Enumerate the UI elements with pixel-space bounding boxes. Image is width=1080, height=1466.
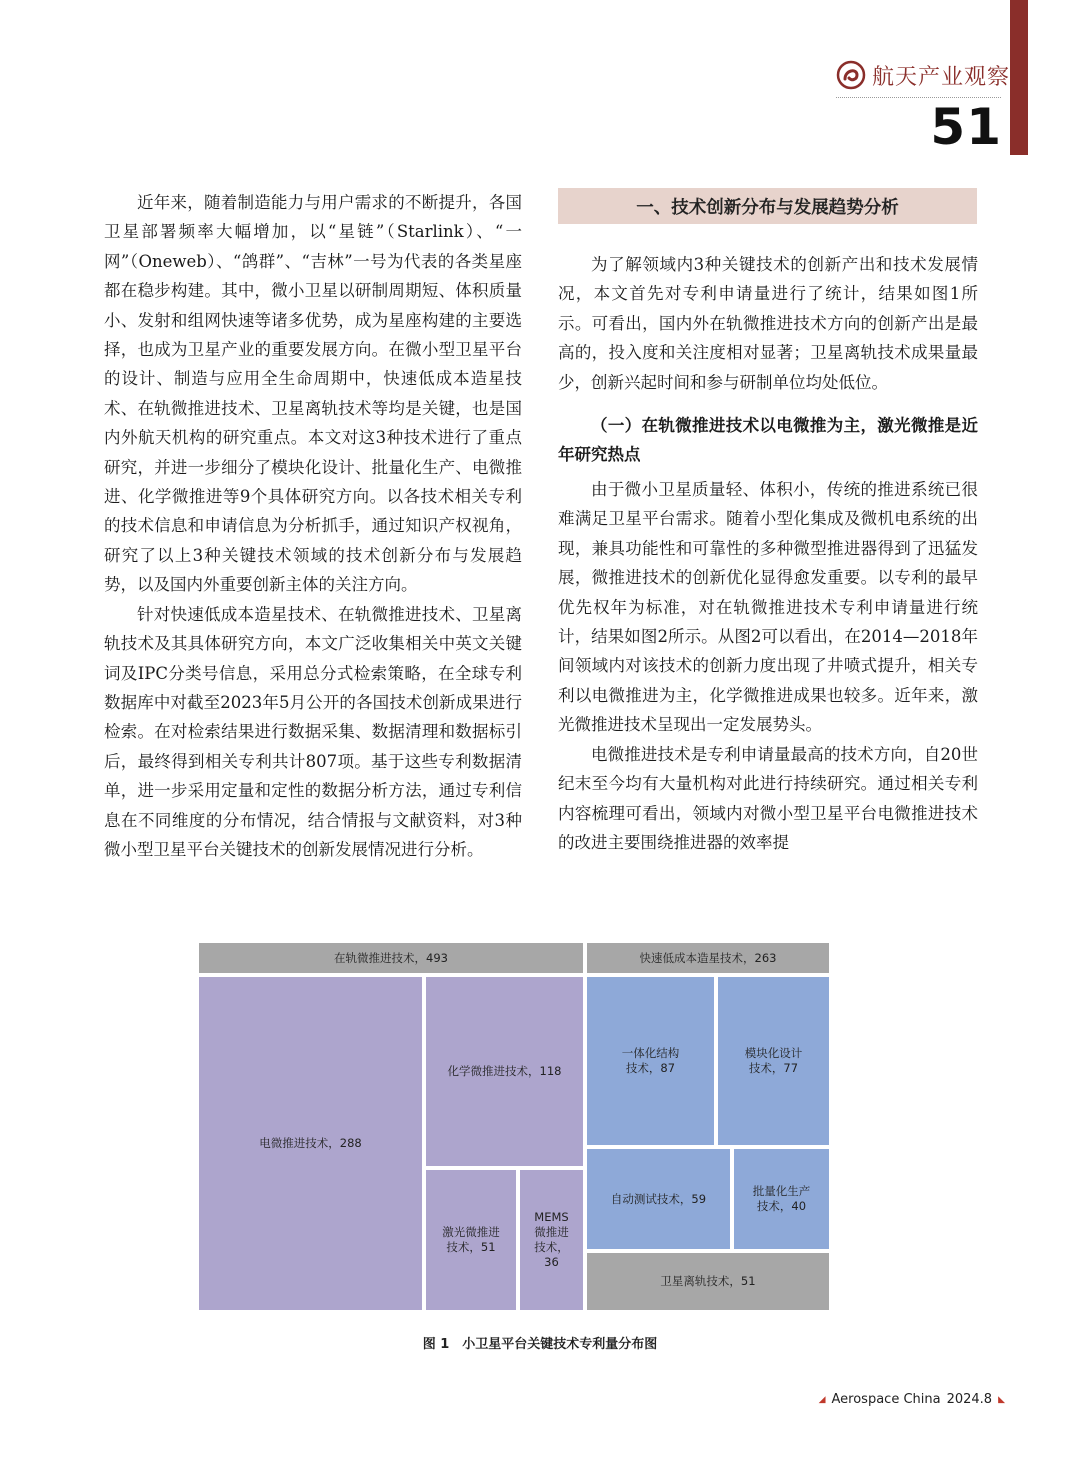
body-paragraph: 近年来，随着制造能力与用户需求的不断提升，各国卫星部署频率大幅增加，以“星链”（Starlink）、“一网”（Oneweb）、“鸽群”、“吉林”一号为代表的各类星座都在稳步构建。其中，微小卫星以研制周期短、体积质量小、发射和组网快速等诸多优势，成为星座构建的主要选择，也成为卫星产业的重要发展方向。在微小型卫星平台的设计、制造与应用全生命周期中，快速低成本造星技术、在轨微推进技术、卫星离轨技术等均是关键，也是国内外航天机构的研究重点。本文对这3种技术进行了重点研究，并进一步细分了模块化设计、批量化生产、电微推进、化学微推进等9个具体研究方向。以各技术相关专利的技术信息和申请信息为分析抓手，通过知识产权视角，研究了以上3种关键技术领域的技术创新分布与发展趋势，以及国内外重要创新主体的关注方向。	[104, 193, 522, 595]
treemap-group-header-lowcost: 快速低成本造星技术，263	[585, 941, 831, 975]
treemap-cell-deorbit: 卫星离轨技术，51	[585, 1251, 831, 1312]
treemap-chart	[197, 941, 831, 1312]
treemap-cell-electric: 电微推进技术，288	[197, 975, 424, 1312]
page-footer	[819, 1392, 1005, 1407]
footer-marker-right: ◣	[998, 1394, 1005, 1405]
treemap-cell-laser: 激光微推进 技术，51	[424, 1168, 518, 1312]
page-number: 51	[930, 98, 1002, 156]
subsection-heading: （一）在轨微推进技术以电微推为主，激光微推是近年研究热点	[558, 416, 978, 465]
treemap-cell-mass-production: 批量化生产 技术，40	[732, 1147, 831, 1251]
figure-caption: 图 1 小卫星平台关键技术专利量分布图	[422, 1337, 658, 1352]
treemap-cell-mems: MEMS 微推进 技术， 36	[518, 1168, 585, 1312]
journal-section-header	[836, 58, 1010, 92]
body-paragraph: 电微推进技术是专利申请量最高的技术方向，自20世纪末至今均有大量机构对此进行持续研究。通过相关专利内容梳理可看出，领域内对微小型卫星平台电微推进技术的改进主要围绕推进器的效率提	[558, 744, 978, 852]
treemap-group-header-onorbit: 在轨微推进技术，493	[197, 941, 585, 975]
footer-marker-left: ◢	[818, 1394, 826, 1405]
treemap-cell-chemical: 化学微推进技术，118	[424, 975, 585, 1168]
header-accent-bar	[1010, 0, 1028, 155]
treemap-cell-integrated-structure: 一体化结构 技术，87	[585, 975, 716, 1147]
left-column	[104, 188, 522, 864]
intro-paragraph: 为了解领域内3种关键技术的创新产出和技术发展情况，本文首先对专利申请量进行了统计，结果如图1所示。可看出，国内外在轨微推进技术方向的创新产出是最高的，投入度和关注度相对显著；卫星离轨技术成果量最少，创新兴起时间和参与研制单位均处低位。	[558, 255, 978, 392]
journal-issue: 2024.8	[946, 1392, 993, 1407]
mobius-logo-icon	[836, 60, 866, 90]
section-title: 航天产业观察	[872, 64, 1011, 90]
journal-name: Aerospace China	[831, 1392, 941, 1407]
body-paragraph: 由于微小卫星质量轻、体积小，传统的推进系统已很难满足卫星平台需求。随着小型化集成及微机电系统的出现，兼具功能性和可靠性的多种微型推进器得到了迅猛发展，微推进技术的创新优化显得愈发重要。以专利的最早优先权年为标准，对在轨微推进技术专利申请量进行统计，结果如图2所示。从图2可以看出，在2014—2018年间领域内对该技术的创新力度出现了井喷式提升，相关专利以电微推进为主，化学微推进成果也较多。近年来，激光微推进技术呈现出一定发展势头。	[558, 480, 978, 735]
body-paragraph: 针对快速低成本造星技术、在轨微推进技术、卫星离轨技术及其具体研究方向，本文广泛收集相关中英文关键词及IPC分类号信息，采用总分式检索策略，在全球专利数据库中对截至2023年5月公开的各国技术创新成果进行检索。在对检索结果进行数据采集、数据清理和数据标引后，最终得到相关专利共计807项。基于这些专利数据清单，进一步采用定量和定性的数据分析方法，通过专利信息在不同维度的分布情况，结合情报与文献资料，对3种微小型卫星平台关键技术的创新发展情况进行分析。	[104, 604, 522, 859]
section-heading: 一、技术创新分布与发展趋势分析	[558, 188, 977, 224]
right-column	[558, 250, 978, 857]
treemap-cell-modular-design: 模块化设计 技术，77	[716, 975, 831, 1147]
treemap-cell-auto-test: 自动测试技术，59	[585, 1147, 732, 1251]
